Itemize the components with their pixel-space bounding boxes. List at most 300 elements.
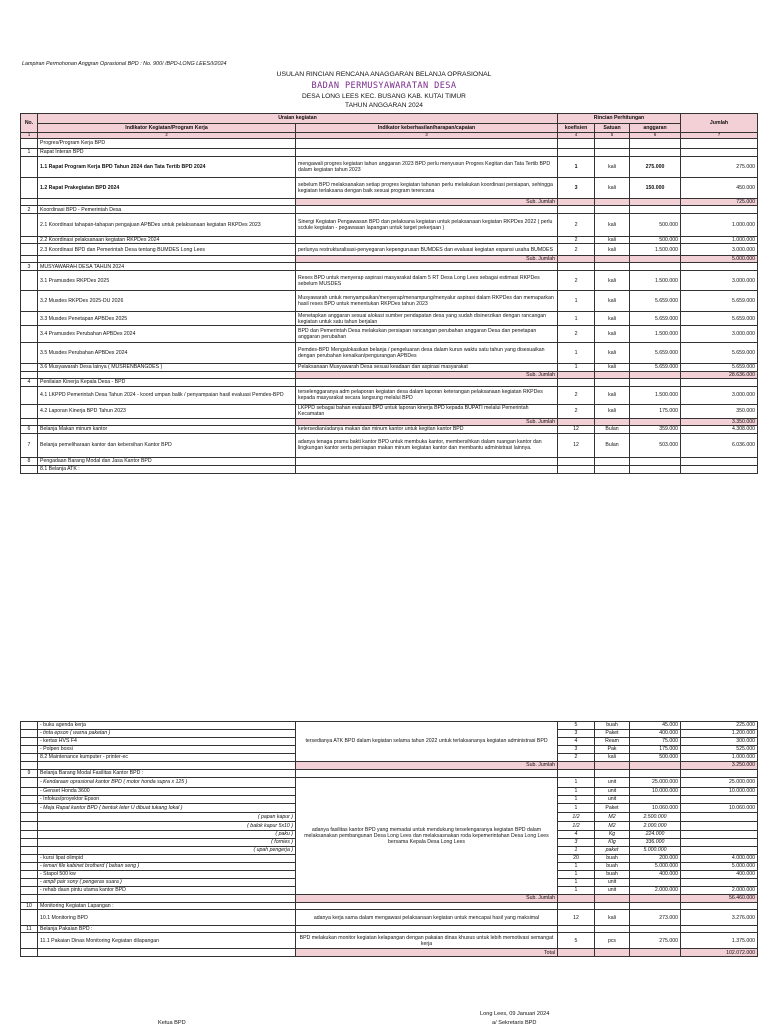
coefficient [558,762,595,770]
unit-budget [630,465,681,473]
activity-indicator [38,762,296,770]
activity-indicator [38,199,296,206]
row-total: 1.375.000 [681,933,758,949]
row-total: 5.659.000 [681,364,758,371]
coefficient: 1 [558,887,595,895]
table-row [21,433,758,457]
unit-budget: 500.000 [630,237,681,244]
unit-budget [630,895,681,903]
unit-budget [630,199,681,206]
row-number [21,796,38,804]
row-total: 5.000.000 [681,256,758,263]
unit [595,199,630,206]
coefficient: 1 [558,343,595,364]
left-signatory: Ketua BPD [158,1020,186,1026]
result-indicator [296,903,558,910]
table-row [21,386,758,404]
coefficient: 3 [558,839,595,847]
row-number [21,386,38,404]
result-indicator: Pelaksanaan Musyawarah Desa sesuai keadaan dan aspirasi masyarakat [296,364,558,371]
unit-budget: 1.500.000 [630,386,681,404]
coefficient: 2 [558,214,595,237]
coefficient: 2 [558,326,595,343]
coefficient [558,371,595,378]
col-rincian-header: Rincian Perhitungan [558,114,681,124]
row-total [681,903,758,910]
unit-budget [630,256,681,263]
activity-indicator [38,418,296,425]
unit: Klg [595,839,630,847]
row-total: 725.000 [681,199,758,206]
result-indicator [296,457,558,465]
row-total [681,149,758,157]
subtotal-label: Sub. Jumlah [296,256,558,263]
unit: kali [595,312,630,326]
coefficient: 1 [558,871,595,879]
table-row [21,926,758,933]
result-indicator: terselenggaranya adm pelaporan kegiatan desa dalam laporan keterangan pelaksanaan kegiatan RKPDes kepada masyarakat secara langsung melalui BPD [296,386,558,404]
result-indicator: adanya kerja sama dalam mengawasi pelaksanaan kegiatan untuk mencapai hasil yang maksimal [296,910,558,926]
result-indicator: BPD melakukan monitor kegiatan kelapangan dengan pakaian dinas khusus untuk lebih memotivasi semangat kerja [296,933,558,949]
row-total: 5.659.000 [681,291,758,312]
unit [595,895,630,903]
table-row [21,457,758,465]
coefficient: 1/2 [558,822,595,831]
result-indicator: adanya tenaga pramu bakti kantor BPD untuk membuka kantor, membersihkan dalam ruangan kantor dan lingkungan kantor serta persiapan makan minum kegiatan kantor dan membantu administrasi lainnya. [296,433,558,457]
unit-budget: 175.000 [630,404,681,418]
row-total: 525.000 [681,746,758,754]
row-total: 5.659.000 [681,343,758,364]
coefficient [558,139,595,149]
row-number [21,244,38,256]
unit [595,139,630,149]
activity-indicator: ( balok kapur 5x10 ) [38,822,296,831]
result-indicator [296,149,558,157]
table-row [21,770,758,778]
row-number [21,822,38,831]
unit [595,206,630,214]
result-indicator: Menetapkan anggaran sesuai alokasi sumber pendapatan desa yang sudah disinerzikan dengan rancangan kegiatan untuk satu tahun berjalan [296,312,558,326]
coefficient [558,418,595,425]
row-total [681,206,758,214]
result-indicator [296,770,558,778]
coefficient [558,206,595,214]
unit-budget [630,139,681,149]
activity-indicator: ( fornies ) [38,839,296,847]
row-total [681,926,758,933]
unit-budget: 45.000 [630,722,681,730]
coefficient: 3 [558,746,595,754]
coefficient: 3 [558,178,595,199]
activity-indicator: - buku agenda kerja [38,722,296,730]
village-address: DESA LONG LEES KEC. BUSANG KAB. KUTAI TIMUR [302,93,466,100]
coefficient: 1 [558,804,595,813]
col-uraian-header: Uraian kegiatan [38,114,558,124]
row-total [681,378,758,386]
unit: kali [595,178,630,199]
col-no-header: No. [21,114,38,133]
unit: pcs [595,933,630,949]
coefficient [558,465,595,473]
unit: Bulan [595,425,630,433]
table-row [21,256,758,263]
unit-budget: 275.000 [630,933,681,949]
col-index: 2 [38,133,296,139]
result-indicator: Sinergi Kegiatan Pengawasan BPD dan pelaksana kegiatan untuk pelaksanaan kegiatan RKPDes 2022 ( perlu scdule kegiatan - pegawasan lapangan untuk target pekerjaan ) [296,214,558,237]
unit-budget: 1.500.000 [630,326,681,343]
activity-indicator: - ampli pair sony ( pengeras suara ) [38,879,296,887]
activity-indicator: - tinta epson ( warna paketan ) [38,730,296,738]
coefficient [558,903,595,910]
activity-indicator: 2.3 Koordinasi BPD dan Pemerintah Desa tentang BUMDES Long Lees [38,244,296,256]
coefficient: 5 [558,722,595,730]
table-row [21,291,758,312]
unit-budget [630,418,681,425]
unit-budget [630,879,681,887]
unit: buah [595,871,630,879]
activity-indicator: Koordinasi BPD - Pemerintah Desa [38,206,296,214]
activity-indicator: - Kendaraan oprasional kantor BPD ( motor honda supra x 125 ) [38,778,296,788]
row-total: 3.000.000 [681,326,758,343]
row-number [21,178,38,199]
result-indicator [296,378,558,386]
unit [595,263,630,271]
activity-indicator: - kursi lipat olimpid [38,855,296,863]
coefficient: 1 [558,312,595,326]
row-number [21,847,38,855]
unit: paket [595,847,630,855]
unit: kali [595,244,630,256]
unit: unit [595,887,630,895]
result-indicator: mengawali progres kegiatan tahun anggaran 2023 BPD perlu menyusun Progres Kegitan dan Tata Tertib BPD dalam kegiatan tahun 2023 [296,157,558,178]
table-row [21,199,758,206]
unit [595,418,630,425]
row-number [21,730,38,738]
unit [595,949,630,957]
row-number [21,804,38,813]
coefficient: 1 [558,796,595,804]
table-row [21,244,758,256]
unit: buah [595,863,630,871]
col-index: 6 [630,133,681,139]
result-indicator: perlunya restrukturalisasi-penyegaran kepengurusan BUMDES dan evaluasi kegiatan expansi usaha BUMDES [296,244,558,256]
activity-indicator: 1.1 Rapat Program Kerja BPD Tahun 2024 dan Tata Tertib BPD 2024 [38,157,296,178]
row-total: 4.000.000 [681,855,758,863]
row-total: 3.000.000 [681,271,758,291]
unit: kali [595,291,630,312]
activity-indicator [38,895,296,903]
row-total: 1.000.000 [681,214,758,237]
activity-indicator: 8.2 Maintenance kumputer - printer-ec [38,754,296,762]
unit-budget [630,762,681,770]
unit-budget: 400.000 [630,871,681,879]
row-total [681,831,758,839]
unit: unit [595,796,630,804]
coefficient: 1 [558,291,595,312]
table-row [21,237,758,244]
row-total [681,796,758,804]
row-total: 10.000.000 [681,788,758,796]
unit-budget [630,371,681,378]
row-number [21,788,38,796]
table-row [21,418,758,425]
row-number [21,813,38,822]
result-indicator [296,139,558,149]
budget-table-part-2 [20,721,758,957]
row-number [21,762,38,770]
unit: kali [595,214,630,237]
row-total: 3.350.000 [681,418,758,425]
result-indicator: tersedianya ATK BPD dalam kegiatan selama tahun 2022 untuk terlaksananya kegiatan administrasi BPD [296,722,558,762]
row-number [21,364,38,371]
table-row [21,157,758,178]
activity-indicator: Penilaian Kinerja Kepala Desa - BPD [38,378,296,386]
unit: kali [595,157,630,178]
row-total: 350.000 [681,404,758,418]
coefficient [558,199,595,206]
unit-budget: 10.000.000 [630,788,681,796]
unit-budget: 150.000 [630,178,681,199]
unit: unit [595,778,630,788]
unit: kali [595,343,630,364]
unit: buah [595,855,630,863]
col-indikator-kegiatan-header: Indikator Kegiatan/Program Kerja [38,124,296,133]
row-total: 225.000 [681,722,758,730]
row-total: 6.036.000 [681,433,758,457]
table-row [21,326,758,343]
unit: kali [595,271,630,291]
unit-budget [630,149,681,157]
row-number [21,291,38,312]
coefficient: 1 [558,847,595,855]
activity-indicator [38,371,296,378]
col-index: 1 [21,133,38,139]
row-number [21,157,38,178]
unit-budget: 175.000 [630,746,681,754]
activity-indicator: 2.2 Koordinasi pelaksanaan kegiatan RKPDes 2024 [38,237,296,244]
unit-budget [630,770,681,778]
row-total: 3.000.000 [681,386,758,404]
col-satuan-header: Satuan [595,124,630,133]
row-number [21,237,38,244]
unit: Paket [595,730,630,738]
row-number: 9 [21,770,38,778]
coefficient: 20 [558,855,595,863]
coefficient [558,149,595,157]
unit-budget [630,796,681,804]
unit-budget: 5.659.000 [630,312,681,326]
activity-indicator: ( paku ) [38,831,296,839]
result-indicator: Reses BPD untuk menyerap aspirasi masyarakat dalam 5 RT Desa Long Lees sebagai estimasi RKPDes sebelum MUSDES [296,271,558,291]
coefficient [558,378,595,386]
row-number [21,949,38,957]
unit [595,762,630,770]
row-total [681,457,758,465]
row-total: 102.072.000 [681,949,758,957]
activity-indicator [38,949,296,957]
table-row [21,425,758,433]
row-number: 11 [21,926,38,933]
row-total [681,263,758,271]
row-total [681,465,758,473]
row-number [21,871,38,879]
unit [595,926,630,933]
coefficient: 2 [558,271,595,291]
unit-budget: 336.000 [630,839,681,847]
table-row [21,903,758,910]
budget-table-part-1 [20,113,758,474]
result-indicator [296,206,558,214]
unit: M2 [595,822,630,831]
coefficient: 1 [558,788,595,796]
row-total [681,770,758,778]
row-number [21,404,38,418]
unit-budget: 275.000 [630,157,681,178]
row-total: 28.636.000 [681,371,758,378]
table-row [21,364,758,371]
table-row [21,271,758,291]
row-number: 4 [21,378,38,386]
coefficient [558,926,595,933]
row-total [681,822,758,831]
row-number [21,863,38,871]
coefficient [558,770,595,778]
coefficient: 1 [558,879,595,887]
result-indicator: BPD dan Pemerintah Desa melakukan persiapan rancangan perubahan anggaran Desa dan penetapan anggaran perubahan [296,326,558,343]
col-indikator-hasil-header: Indikator keberhasilan/harapan/capaian [296,124,558,133]
table-row [21,371,758,378]
unit [595,256,630,263]
row-number: 6 [21,425,38,433]
row-total: 1.200.000 [681,730,758,738]
table-row [21,343,758,364]
unit-budget: 1.500.000 [630,271,681,291]
unit: Paket [595,804,630,813]
activity-indicator: Monitoring Kegiatan Lapangan : [38,903,296,910]
unit: kali [595,754,630,762]
activity-indicator: Belanja Makan minum kantor [38,425,296,433]
activity-indicator: - Stapol 500 kw [38,871,296,879]
row-number [21,418,38,425]
activity-indicator: ( papan kapur ) [38,813,296,822]
unit-budget: 2.000.000 [630,887,681,895]
activity-indicator: 4.1 LKPPD Pemerintah Desa Tahun 2024 - koord umpan balik / penyampaian hasil evaluasi Pemdes-BPD [38,386,296,404]
activity-indicator: Rapat Interan BPD [38,149,296,157]
coefficient: 4 [558,831,595,839]
unit [595,378,630,386]
col-index: 5 [595,133,630,139]
table-row [21,778,758,788]
activity-indicator: 4.2 Laporan Kinerja BPD Tahun 2023 [38,404,296,418]
row-number [21,371,38,378]
row-number [21,910,38,926]
unit: kali [595,404,630,418]
row-total: 3.000.000 [681,244,758,256]
coefficient [558,263,595,271]
unit-budget: 5.659.000 [630,364,681,371]
unit: kali [595,364,630,371]
unit: kali [595,237,630,244]
row-number: 2 [21,206,38,214]
row-total: 5.000.000 [681,863,758,871]
unit-budget: 1.500.000 [630,244,681,256]
table-row [21,465,758,473]
unit-budget: 200.000 [630,855,681,863]
coefficient: 12 [558,433,595,457]
unit-budget [630,926,681,933]
unit [595,371,630,378]
unit: buah [595,722,630,730]
activity-indicator: - Meja Rapat kantor BPD ( bentuk leter U dibuat tukang lokal ) [38,804,296,813]
unit-budget: 273.000 [630,910,681,926]
unit-budget: 359.000 [630,425,681,433]
row-total: 56.460.000 [681,895,758,903]
activity-indicator: 2.1 Koordinasi tahapan-tahapan pengajuan APBDes untuk pelaksanaan kegiatan RKPDes 2023 [38,214,296,237]
row-number [21,139,38,149]
row-number [21,855,38,863]
row-total: 3.250.000 [681,762,758,770]
row-number [21,839,38,847]
row-number [21,465,38,473]
coefficient: 2 [558,237,595,244]
coefficient [558,256,595,263]
row-number [21,746,38,754]
unit: kali [595,910,630,926]
coefficient: 1/2 [558,813,595,822]
col-index: 3 [296,133,558,139]
coefficient: 3 [558,730,595,738]
col-index: 7 [681,133,758,139]
activity-indicator: Belanja Barang Modal Fasilitas Kantor BPD : [38,770,296,778]
table-row [21,895,758,903]
table-row [21,762,758,770]
activity-indicator: 3.4 Pramusdes Perubahan APBDes 2024 [38,326,296,343]
row-total: 10.060.000 [681,804,758,813]
place-date: Long Lees, 09 Januari 2024 [480,1011,550,1017]
row-total: 1.000.000 [681,754,758,762]
coefficient [558,457,595,465]
row-number: 8 [21,457,38,465]
table-row [21,910,758,926]
subtotal-label: Total [296,949,558,957]
row-total [681,813,758,822]
activity-indicator: Belanja Pakaian BPD : [38,926,296,933]
unit-budget: 25.000.000 [630,778,681,788]
row-total [681,839,758,847]
row-total: 1.000.000 [681,237,758,244]
coefficient [558,949,595,957]
row-total: 25.000.000 [681,778,758,788]
unit [595,903,630,910]
row-number [21,778,38,788]
unit-budget: 2.500.000 [630,813,681,822]
result-indicator: adanya fasilitas kantor BPD yang memadai untuk mendukung terselengaranya kegiatan BPD dalam melaksanakan pembangunan Desa Long Lees dan melaksasnakan roda kepemerintahan Desa Long Lees bersama Kepala Desa Long Lees [296,778,558,895]
unit: M2 [595,813,630,822]
document-title: USULAN RINCIAN RENCANA ANAGGARAN BELANJA OPRASIONAL [276,71,492,78]
unit-budget: 2.000.000 [630,822,681,831]
col-anggaran-header: anggaran [630,124,681,133]
coefficient: 1 [558,364,595,371]
row-number [21,879,38,887]
table-row [21,149,758,157]
row-total: 2.000.000 [681,887,758,895]
unit-budget: 5.000.000 [630,847,681,855]
row-total: 300.000 [681,738,758,746]
row-total: 400.000 [681,871,758,879]
activity-indicator: - lemari file kabinet brotherd ( bahan seng ) [38,863,296,871]
unit [595,457,630,465]
unit-budget: 10.060.000 [630,804,681,813]
